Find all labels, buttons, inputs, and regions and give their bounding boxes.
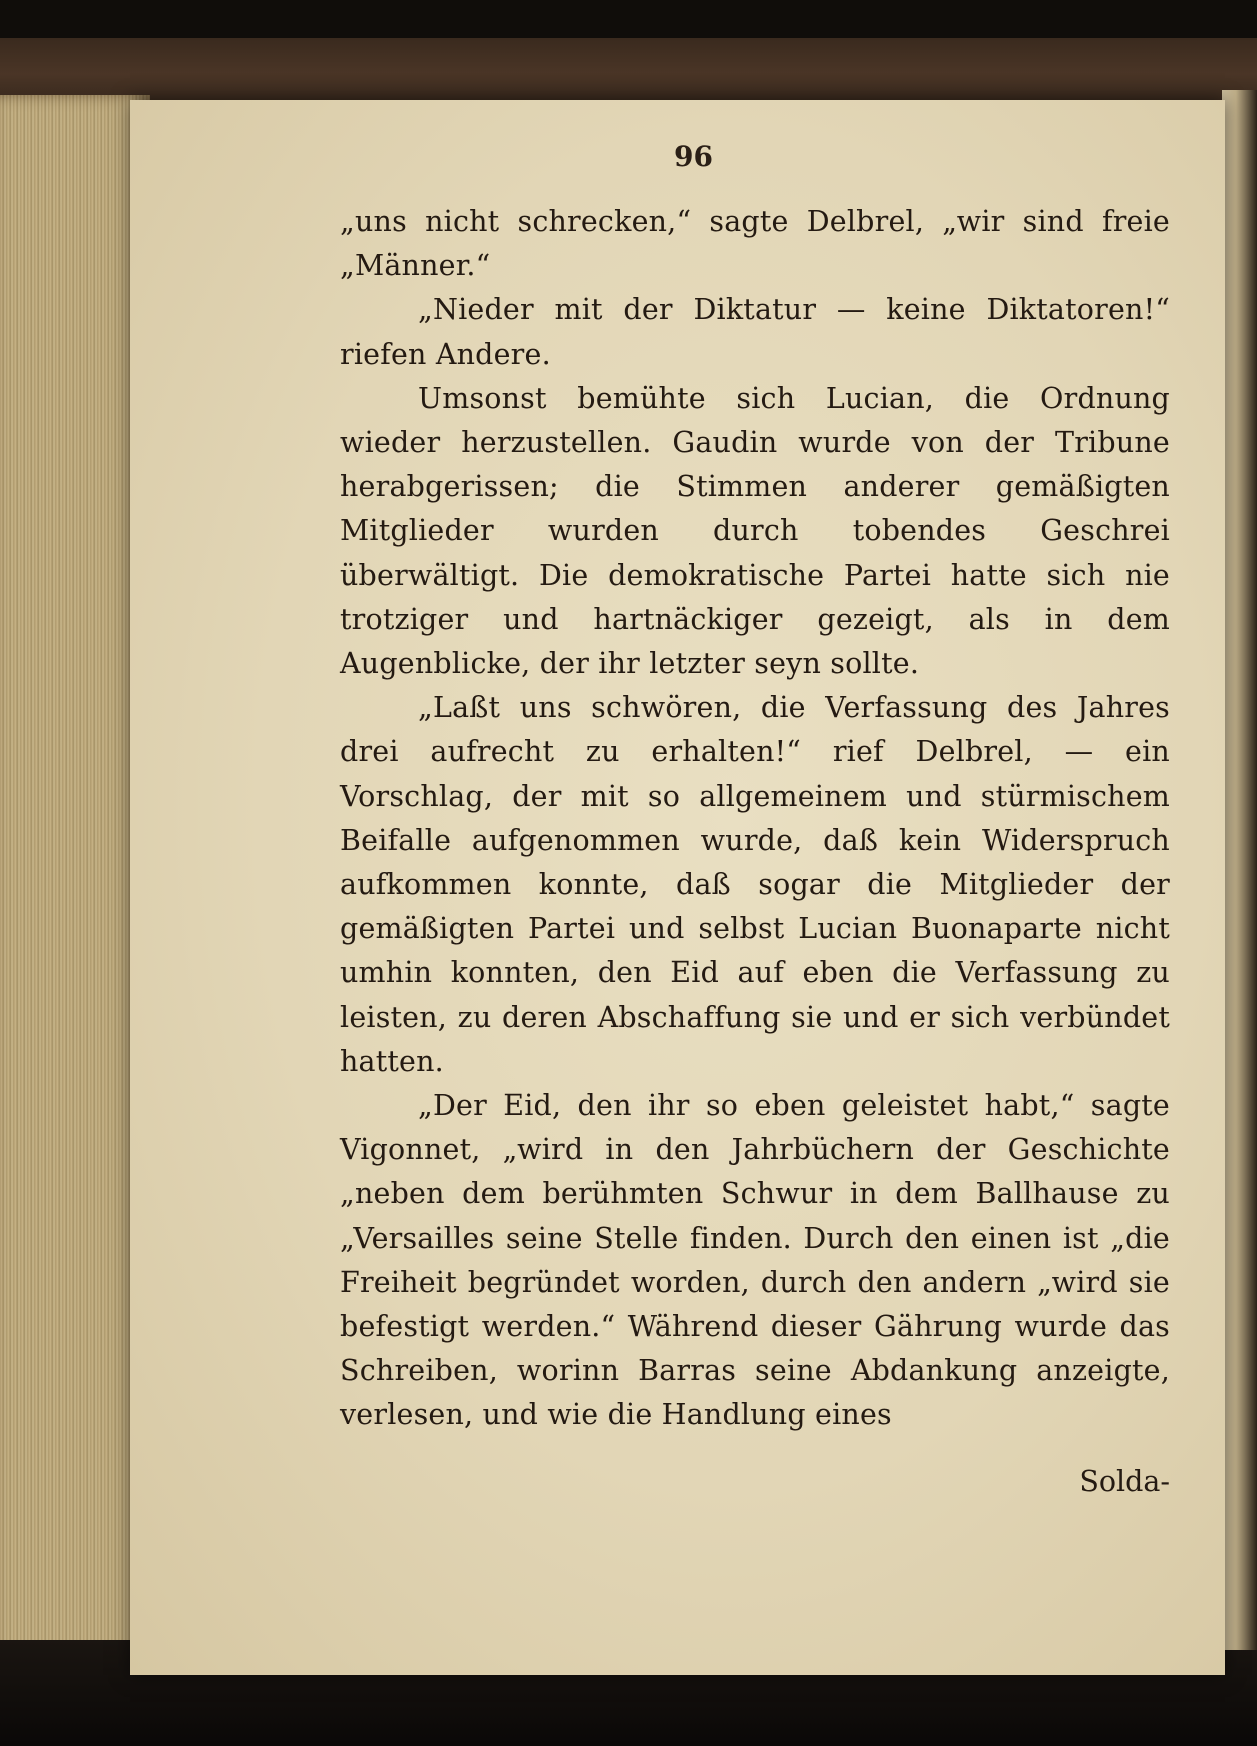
paragraph: „Laßt uns schwören, die Verfassung des Jahres drei aufrecht zu erhalten!“ rief Delbrel, — ein Vorschlag, der mit so allgemeinem und stürmischem Beifalle aufgenommen wurde, daß kein Widerspruch aufkommen konnte, daß sogar die Mitglieder der gemäßigten Partei und selbst Lucian Buonaparte nicht umhin konnten, den Eid auf eben die Verfassung zu leisten, zu deren Abschaffung sie und er sich verbündet hatten. <box>340 691 1170 1078</box>
page-edge-right <box>1222 90 1257 1650</box>
page-body-text <box>340 200 1170 1438</box>
catchword: Solda- <box>1079 1465 1170 1498</box>
page-edges-left <box>0 95 150 1665</box>
paragraph: „Nieder mit der Diktatur — keine Diktatoren!“ riefen Andere. <box>340 293 1170 371</box>
paragraph: „uns nicht schrecken,“ sagte Delbrel, „wir sind freie „Männer.“ <box>340 205 1170 283</box>
page-number: 96 <box>674 140 713 173</box>
paragraph: Umsonst bemühte sich Lucian, die Ordnung wieder herzustellen. Gaudin wurde von der Tribune herabgerissen; die Stimmen anderer gemäßigten Mitglieder wurden durch tobendes Geschrei überwältigt. Die demokratische Partei hatte sich nie trotziger und hartnäckiger gezeigt, als in dem Augenblicke, der ihr letzter seyn sollte. <box>340 381 1170 681</box>
paragraph: „Der Eid, den ihr so eben geleistet habt,“ sagte Vigonnet, „wird in den Jahrbüchern der Geschichte „neben dem berühmten Schwur in dem Ballhause zu „Versailles seine Stelle finden. Durch den einen ist „die Freiheit begründet worden, durch den andern „wird sie befestigt werden.“ Während dieser Gährung wurde das Schreiben, worinn Barras seine Abdankung anzeigte, verlesen, und wie die Handlung eines <box>340 1089 1170 1432</box>
